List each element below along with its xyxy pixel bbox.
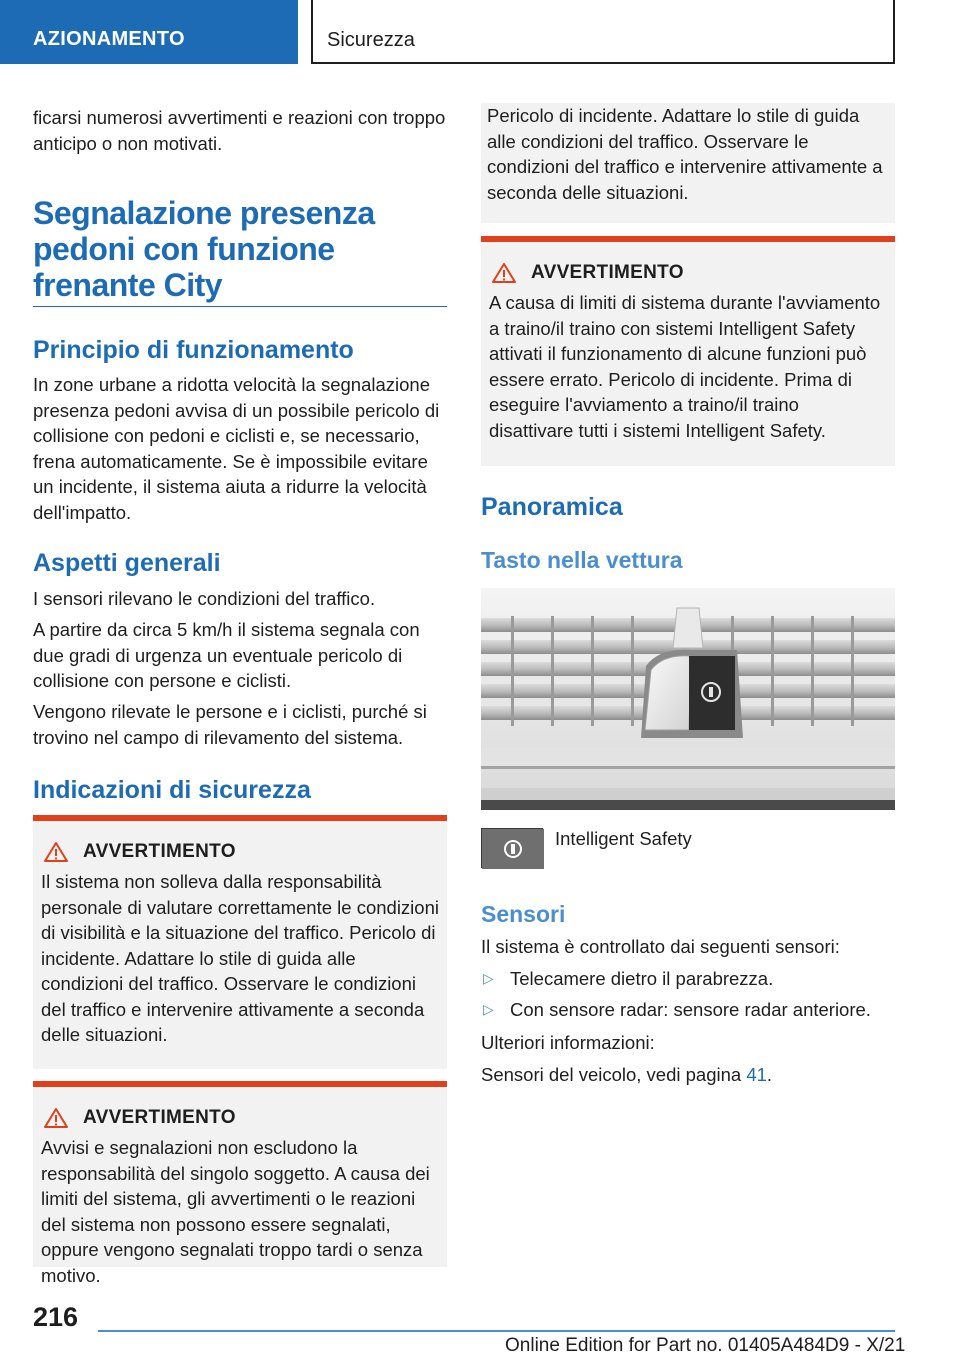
car-grille-photo xyxy=(481,588,895,810)
warning-text: A causa di limiti di sistema durante l'avviamento a traino/il traino con sistemi Intelligent Safety attivati il funzionamento di alcune funzioni può essere errato. Pericolo di incidente. Prima di eseguire l'avviamento a traino/il traino disattivare tutti i sistemi Intelligent Safety. xyxy=(489,292,881,441)
warning-text: Il sistema non solleva dalla responsabilità personale di valutare correttamente le condizioni di visibilità e la situazione del traffico. Pericolo di incidente. Adattare lo stile di guida alle condizioni del traffico. Osservare le condizioni del traffico e intervenire attivamente a seconda delle situazioni. xyxy=(41,871,439,1045)
more-info-label: Ulteriori informazioni: xyxy=(481,1032,655,1053)
general-paragraph-3: Vengono rilevate le persone e i ciclisti, purché si trovino nel campo di rilevamento del sistema. xyxy=(33,701,427,748)
footer-divider xyxy=(98,1330,895,1332)
sensors-heading: Sensori xyxy=(481,901,566,927)
safety-heading: Indicazioni di sicurezza xyxy=(33,776,311,804)
list-item: ▷ Con sensore radar: sensore radar anteriore. xyxy=(481,997,895,1023)
sensors-intro: Il sistema è controllato dai seguenti sensori: xyxy=(481,936,840,957)
bullet-triangle-icon: ▷ xyxy=(483,970,494,986)
intro-text: ficarsi numerosi avvertimenti e reazioni con troppo anticipo o non motivati. xyxy=(33,107,446,154)
footer-edition: Online Edition for Part no. 01405A484D9 - X/21 xyxy=(505,1335,906,1356)
warning-triangle-icon xyxy=(43,1107,69,1129)
page-reference-link[interactable]: 41 xyxy=(746,1064,767,1085)
warning-text: Avvisi e segnalazioni non escludono la responsabilità del singolo soggetto. A causa dei limiti del sistema, gli avvertimenti o le reazioni del sistema non possono essere segnalati, oppure vengono segnalati troppo tardi o senza motivo. xyxy=(41,1137,430,1286)
warning-box-1 xyxy=(33,815,447,1069)
intelligent-safety-button-icon xyxy=(481,828,543,868)
page-reference: Sensori del veicolo, vedi pagina 41. xyxy=(481,1064,773,1085)
button-heading: Tasto nella vettura xyxy=(481,547,683,573)
general-paragraph-2: A partire da circa 5 km/h il sistema segnala con due gradi di urgenza un eventuale pericolo di collisione con persone e ciclisti. xyxy=(33,619,420,691)
list-item: ▷ Telecamere dietro il parabrezza. xyxy=(481,966,895,992)
overview-heading: Panoramica xyxy=(481,493,623,521)
warning-title: AVVERTIMENTO xyxy=(83,841,236,862)
warning-box-2 xyxy=(33,1081,447,1286)
general-heading: Aspetti generali xyxy=(33,549,221,577)
warning-box-3 xyxy=(481,236,895,466)
warning-title: AVVERTIMENTO xyxy=(83,1107,236,1128)
subsection-tab xyxy=(311,0,895,64)
subsection-title: Sicurezza xyxy=(327,29,415,51)
section-tab xyxy=(0,0,298,64)
continued-warning-text: Pericolo di incidente. Adattare lo stile di guida alle condizioni del traffico. Osservare le condizioni del traffico e intervenire attivamente a seconda delle situazioni. xyxy=(487,105,883,203)
page-title: Segnalazione presenza pedoni con funzione frenante City xyxy=(33,195,375,303)
title-divider xyxy=(33,306,447,307)
general-paragraph-1: I sensori rilevano le condizioni del traffico. xyxy=(33,588,376,609)
bullet-triangle-icon: ▷ xyxy=(483,1000,494,1017)
principle-text: In zone urbane a ridotta velocità la segnalazione presenza pedoni avvisa di un possibile pericolo di collisione con pedoni e ciclisti e, se necessario, frena automaticamente. Se è impossibile evitare un incidente, il sistema aiuta a ridurre la velocità dell'impatto. xyxy=(33,374,440,523)
continued-warning-box xyxy=(481,103,895,223)
warning-triangle-icon xyxy=(43,841,69,863)
page-number: 216 xyxy=(33,1302,79,1332)
section-title: AZIONAMENTO xyxy=(33,28,185,50)
warning-triangle-icon xyxy=(491,262,517,284)
sensors-list xyxy=(481,966,895,1027)
principle-heading: Principio di funzionamento xyxy=(33,336,354,364)
button-label: Intelligent Safety xyxy=(555,828,692,849)
warning-title: AVVERTIMENTO xyxy=(531,262,684,283)
